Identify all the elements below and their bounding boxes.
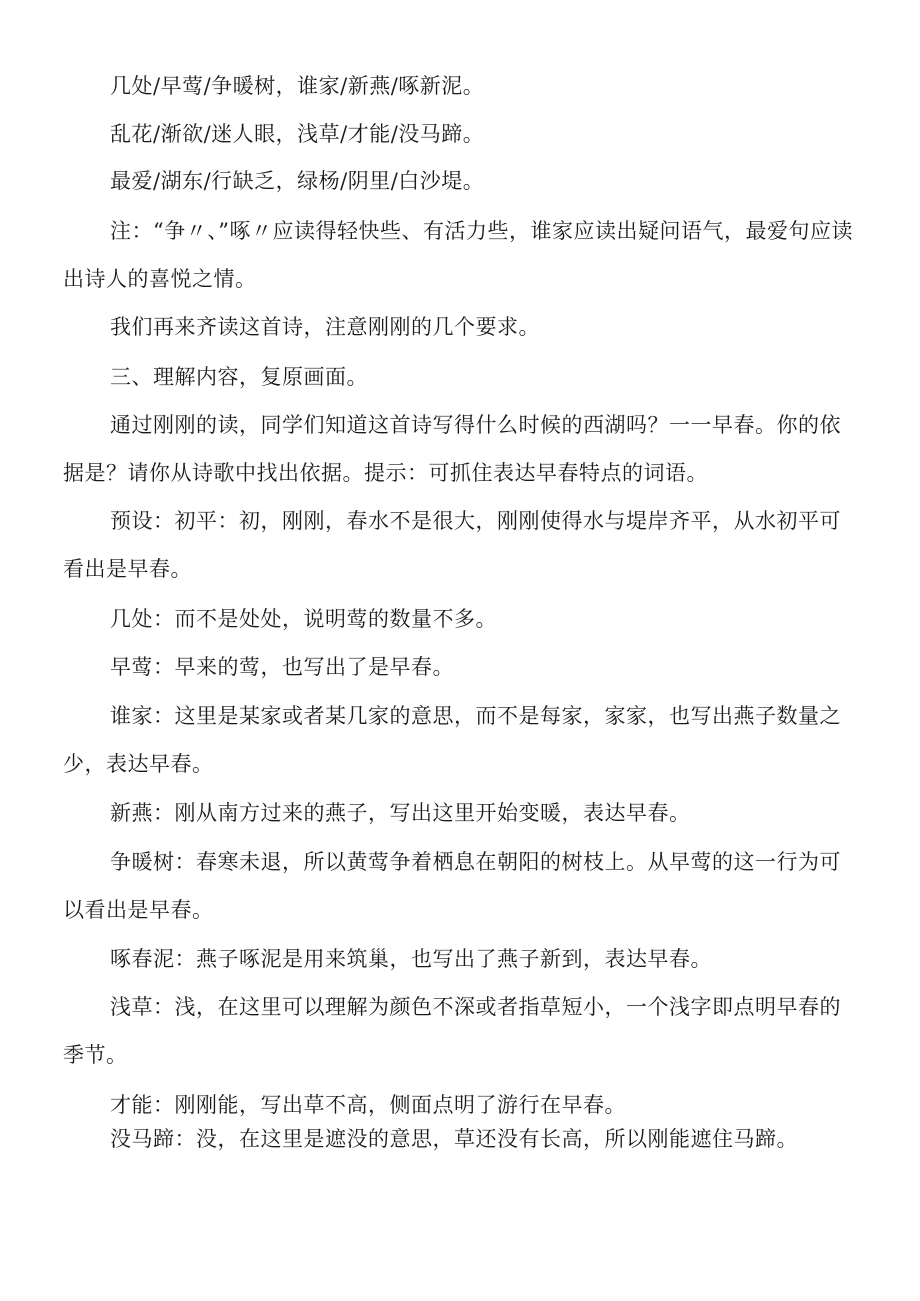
preset-paragraph: 预设：初平：初，刚刚，春水不是很大，刚刚使得水与堤岸齐平，从水初平可看出是早春。 <box>63 509 841 581</box>
explanation-qiancao: 浅草：浅，在这里可以理解为颜色不深或者指草短小，一个浅字即点明早春的季节。 <box>63 995 841 1067</box>
section-heading: 三、理解内容，复原画面。 <box>110 365 368 389</box>
poem-line-3: 最爱/湖东/行缺乏，绿杨/阴里/白沙堤。 <box>110 169 485 193</box>
explanation-zaoying: 早莺：早来的莺，也写出了是早春。 <box>110 655 454 679</box>
explanation-zhuochunni: 啄春泥：燕子啄泥是用来筑巢，也写出了燕子新到，表达早春。 <box>110 947 712 971</box>
reading-note-paragraph: 注：“争〃、”啄〃应读得轻快些、有活力些，谁家应读出疑问语气，最爱句应读出诗人的喜悦之情。 <box>63 219 853 291</box>
question-paragraph: 通过刚刚的读，同学们知道这首诗写得什么时候的西湖吗？一一早春。你的依据是？请你从诗歌中找出依据。提示：可抓住表达早春特点的词语。 <box>63 413 841 485</box>
poem-line-2: 乱花/渐欲/迷人眼，浅草/才能/没马蹄。 <box>110 122 485 146</box>
explanation-zhengnuanshu: 争暖树：春寒未退，所以黄莺争着栖息在朝阳的树枝上。从早莺的这一行为可以看出是早春。 <box>63 850 841 922</box>
reread-instruction-paragraph: 我们再来齐读这首诗，注意刚刚的几个要求。 <box>110 315 540 339</box>
explanation-caineng: 才能：刚刚能，写出草不高，侧面点明了游行在早春。 <box>110 1093 626 1117</box>
explanation-xinyan: 新燕：刚从南方过来的燕子，写出这里开始变暖，表达早春。 <box>110 801 691 825</box>
explanation-jichu: 几处：而不是处处，说明莺的数量不多。 <box>110 607 497 631</box>
explanation-shuijia: 谁家：这里是某家或者某几家的意思，而不是每家，家家，也写出燕子数量之少，表达早春。 <box>63 704 841 776</box>
poem-line-1: 几处/早莺/争暖树，谁家/新燕/啄新泥。 <box>110 74 485 98</box>
explanation-momati: 没马蹄：没，在这里是遮没的意思，草还没有长高，所以刚能遮住马蹄。 <box>110 1127 798 1151</box>
